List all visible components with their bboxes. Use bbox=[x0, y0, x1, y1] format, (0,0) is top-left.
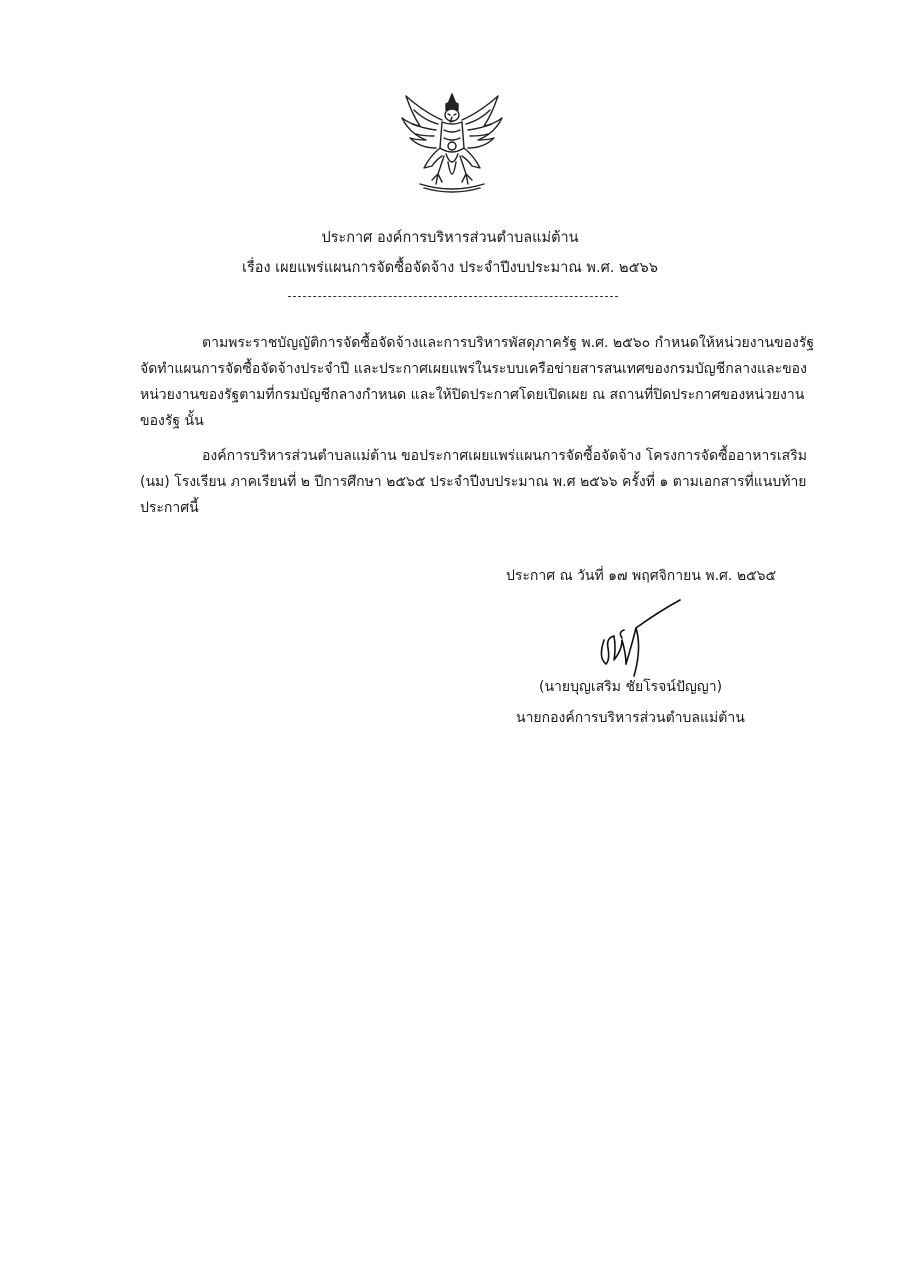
announcement-issuer: ประกาศ องค์การบริหารส่วนตำบลแม่ต้าน bbox=[321, 230, 579, 246]
paragraph-2-line-2: (นม) โรงเรียน ภาคเรียนที่ ๒ ปีการศึกษา ๒๕๖๕ ประจำปีงบประมาณ พ.ศ ๒๕๖๖ ครั้งที่ ๑ ตามเอกสารที่แนบท้าย bbox=[140, 474, 807, 490]
announcement-date: ประกาศ ณ วันที่ ๑๗ พฤศจิกายน พ.ศ. ๒๕๖๕ bbox=[506, 568, 777, 584]
signer-title: นายกองค์การบริหารส่วนตำบลแม่ต้าน bbox=[516, 710, 745, 726]
handwritten-signature-icon bbox=[592, 598, 692, 678]
header-divider bbox=[288, 296, 618, 297]
paragraph-2-line-1: องค์การบริหารส่วนตำบลแม่ต้าน ขอประกาศเผยแพร่แผนการจัดซื้อจัดจ้าง โครงการจัดซื้ออาหารเสริม bbox=[202, 448, 807, 464]
paragraph-1-line-2: จัดทำแผนการจัดซื้อจัดจ้างประจำปี และประกาศเผยแพร่ในระบบเครือข่ายสารสนเทศของกรมบัญชีกลางและของ bbox=[140, 361, 807, 377]
paragraph-2-line-3: ประกาศนี้ bbox=[140, 500, 199, 516]
paragraph-1-line-1: ตามพระราชบัญญัติการจัดซื้อจัดจ้างและการบริหารพัสดุภาครัฐ พ.ศ. ๒๕๖๐ กำหนดให้หน่วยงานของรัฐ bbox=[202, 335, 815, 351]
signer-name: (นายบุญเสริม ชัยโรจน์ปัญญา) bbox=[539, 679, 723, 695]
announcement-subject: เรื่อง เผยแพร่แผนการจัดซื้อจัดจ้าง ประจำปีงบประมาณ พ.ศ. ๒๕๖๖ bbox=[242, 260, 658, 276]
paragraph-1-line-4: ของรัฐ นั้น bbox=[140, 413, 204, 429]
paragraph-1-line-3: หน่วยงานของรัฐตามที่กรมบัญชีกลางกำหนด และให้ปิดประกาศโดยเปิดเผย ณ สถานที่ปิดประกาศของหน่วยงาน bbox=[140, 387, 805, 403]
garuda-emblem-icon bbox=[398, 90, 506, 194]
